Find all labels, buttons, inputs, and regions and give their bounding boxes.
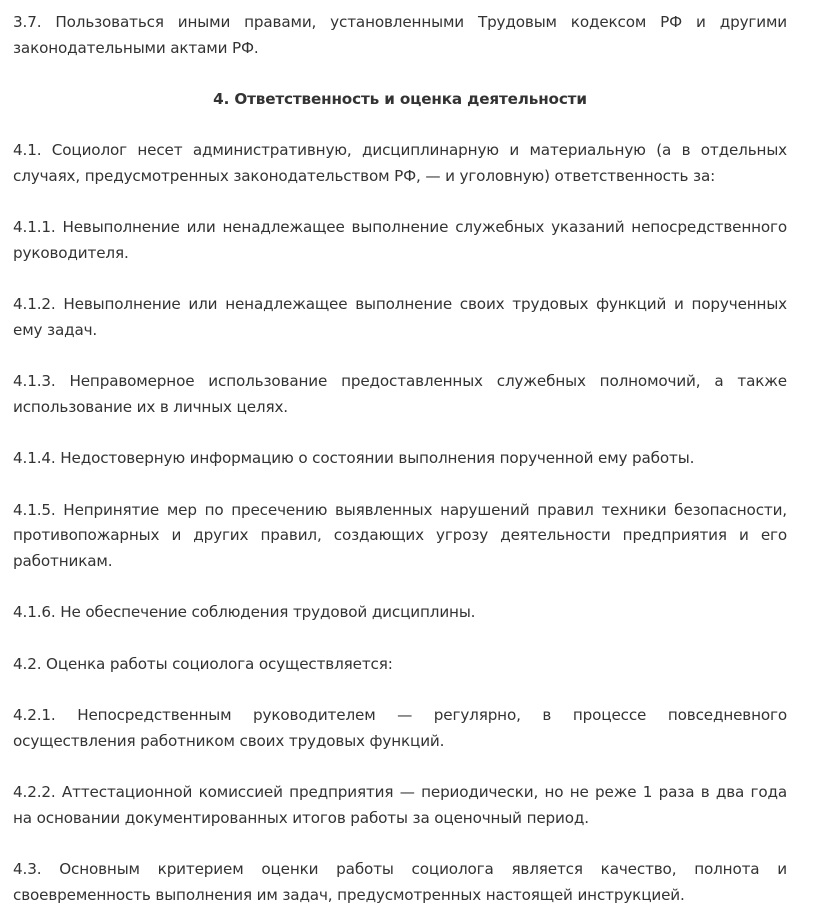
paragraph-4-1-4: 4.1.4. Недостоверную информацию о состоянии выполнения порученной ему работы. [13, 449, 695, 468]
paragraph-4-3: 4.3. Основным критерием оценки работы социолога является качество, полнота и своевременность выполнения им задач, предусмотренных настоящей инструкцией. [13, 859, 787, 904]
paragraph-4-1: 4.1. Социолог несет административную, дисциплинарную и материальную (а в отдельных случаях, предусмотренных законодательством РФ, — и уголовную) ответственность за: [13, 141, 787, 185]
paragraph-4-1-3: 4.1.3. Неправомерное использование предоставленных служебных полномочий, а также использование их в личных целях. [13, 372, 787, 416]
paragraph-4-1-1: 4.1.1. Невыполнение или ненадлежащее выполнение служебных указаний непосредственного руководителя. [13, 218, 787, 262]
paragraph-4-2-2: 4.2.2. Аттестационной комиссией предприятия — периодически, но не реже 1 раза в два года на основании документированных итогов работы за оценочный период. [13, 782, 787, 827]
paragraph-4-2-1: 4.2.1. Непосредственным руководителем — регулярно, в процессе повседневного осуществления работником своих трудовых функций. [13, 705, 787, 750]
paragraph-3-7: 3.7. Пользоваться иными правами, установленными Трудовым кодексом РФ и другими законодательными актами РФ. [13, 13, 787, 57]
paragraph-4-1-2: 4.1.2. Невыполнение или ненадлежащее выполнение своих трудовых функций и порученных ему задач. [13, 295, 787, 339]
section-heading: 4. Ответственность и оценка деятельности [213, 90, 587, 108]
paragraph-4-1-6: 4.1.6. Не обеспечение соблюдения трудовой дисциплины. [13, 603, 476, 622]
paragraph-4-1-5: 4.1.5. Непринятие мер по пресечению выявленных нарушений правил техники безопасности, противопожарных и других правил, создающих угрозу деятельности предприятия и его работникам. [13, 500, 787, 570]
paragraph-4-2: 4.2. Оценка работы социолога осуществляется: [13, 654, 393, 673]
